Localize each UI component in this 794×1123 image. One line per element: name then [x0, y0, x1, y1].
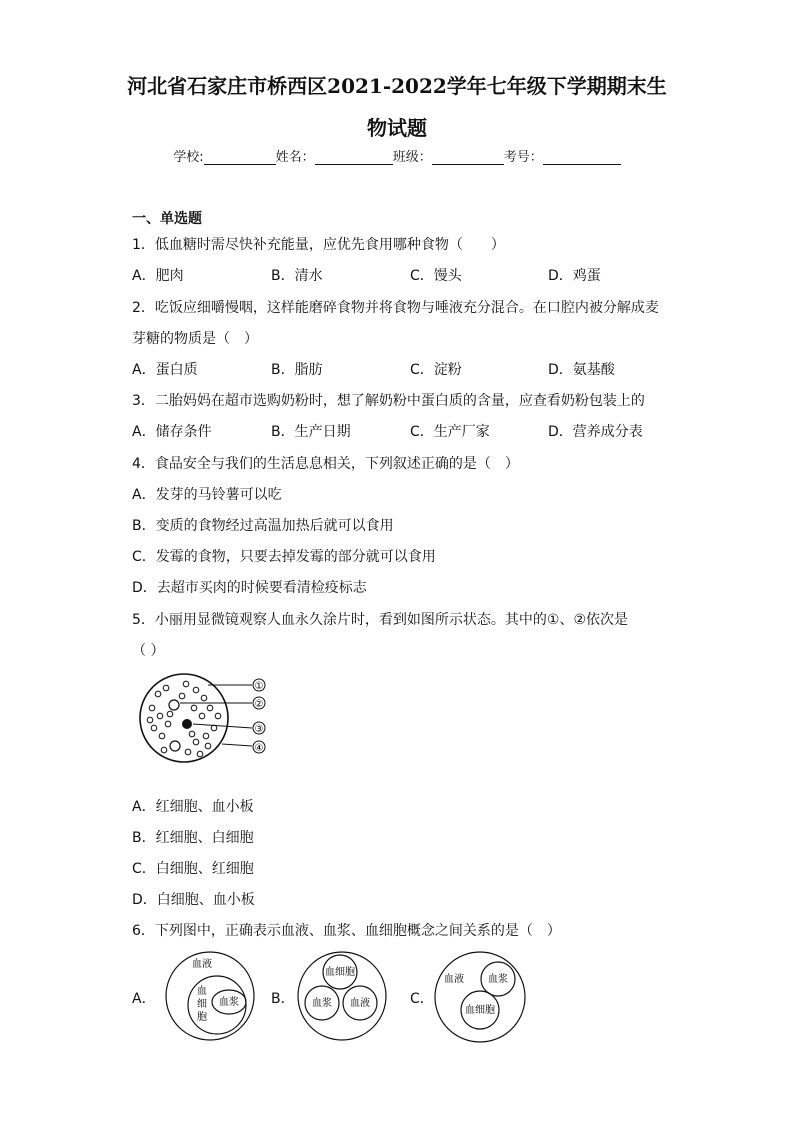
label-2: ② — [254, 699, 264, 710]
school-blank[interactable] — [204, 150, 276, 165]
q6-stem: 6．下列图中，正确表示血液、血浆、血细胞概念之间关系的是（ ） — [132, 923, 561, 939]
class-blank[interactable] — [432, 150, 504, 165]
q1-option-b[interactable]: B．清水 — [271, 268, 323, 284]
q6-option-a[interactable]: A． — [132, 991, 156, 1007]
exam-title-line2: 物试题 — [367, 116, 427, 140]
q2-option-a[interactable]: A．蛋白质 — [132, 362, 198, 378]
svg-text:血细胞: 血细胞 — [325, 967, 355, 978]
q2-option-d[interactable]: D．氨基酸 — [548, 362, 615, 378]
class-label: 班级： — [392, 150, 432, 165]
q4-option-b[interactable]: B．变质的食物经过高温加热后就可以食用 — [132, 518, 394, 534]
q5-option-c[interactable]: C．白细胞、红细胞 — [132, 861, 254, 877]
q6-diagram-b[interactable] — [294, 950, 390, 1042]
svg-text:血浆: 血浆 — [312, 998, 332, 1009]
svg-text:血液: 血液 — [192, 959, 212, 970]
school-label: 学校: — [173, 150, 204, 165]
q4-option-d[interactable]: D．去超市买肉的时候要看清检疫标志 — [132, 580, 367, 596]
q6-diagram-c[interactable] — [432, 950, 528, 1044]
q4-option-a[interactable]: A．发芽的马铃薯可以吃 — [132, 487, 282, 503]
name-blank[interactable] — [315, 150, 393, 165]
label-1: ① — [254, 681, 264, 692]
q3-option-d[interactable]: D．营养成分表 — [548, 424, 643, 440]
q4-stem: 4．食品安全与我们的生活息息相关，下列叙述正确的是（ ） — [132, 456, 519, 472]
q3-option-c[interactable]: C．生产厂家 — [410, 424, 490, 440]
q1-stem: 1．低血糖时需尽快补充能量，应优先食用哪种食物（ ） — [132, 237, 505, 253]
svg-text:胞: 胞 — [197, 1012, 207, 1023]
q5-option-b[interactable]: B．红细胞、白细胞 — [132, 830, 254, 846]
number-label: 考号： — [503, 150, 543, 165]
q4-option-c[interactable]: C．发霉的食物，只要去掉发霉的部分就可以食用 — [132, 549, 436, 565]
q5-stem-line1: 5．小丽用显微镜观察人血永久涂片时，看到如图所示状态。其中的①、②依次是 — [132, 612, 629, 628]
student-info-row — [0, 146, 794, 165]
q2-option-b[interactable]: B．脂肪 — [271, 362, 323, 378]
q6-option-b[interactable]: B． — [271, 991, 295, 1007]
q2-option-c[interactable]: C．淀粉 — [410, 362, 462, 378]
q1-option-a[interactable]: A．肥肉 — [132, 268, 184, 284]
q1-option-d[interactable]: D．鸡蛋 — [548, 268, 601, 284]
q1-option-c[interactable]: C．馒头 — [410, 268, 462, 284]
section-heading: 一、单选题 — [132, 211, 202, 227]
svg-text:细: 细 — [197, 999, 207, 1010]
number-blank[interactable] — [543, 150, 621, 165]
q6-diagram-a[interactable] — [160, 950, 260, 1042]
q2-stem-line2: 芽糖的物质是（ ） — [132, 331, 258, 347]
wbc-nucleus — [182, 719, 192, 729]
svg-text:血液: 血液 — [444, 974, 464, 985]
label-4: ④ — [254, 743, 264, 754]
svg-text:血细胞: 血细胞 — [465, 1005, 495, 1016]
svg-text:血浆: 血浆 — [488, 974, 508, 985]
q5-option-a[interactable]: A．红细胞、血小板 — [132, 799, 254, 815]
q3-option-b[interactable]: B．生产日期 — [271, 424, 351, 440]
q6-option-c[interactable]: C． — [410, 991, 434, 1007]
label-3: ③ — [254, 724, 264, 735]
blood-smear-figure — [138, 672, 273, 772]
name-label: 姓名： — [275, 150, 315, 165]
q3-option-a[interactable]: A．储存条件 — [132, 424, 212, 440]
q5-option-d[interactable]: D．白细胞、血小板 — [132, 892, 255, 908]
q5-stem-line2: （ ） — [132, 643, 165, 659]
q3-stem: 3．二胎妈妈在超市选购奶粉时，想了解奶粉中蛋白质的含量，应查看奶粉包装上的 — [132, 393, 645, 409]
svg-text:血浆: 血浆 — [219, 997, 239, 1008]
svg-text:血: 血 — [197, 986, 207, 997]
exam-title-line1: 河北省石家庄市桥西区2021-2022学年七年级下学期期末生 — [127, 74, 667, 98]
q2-stem-line1: 2．吃饭应细嚼慢咽，这样能磨碎食物并将食物与唾液充分混合。在口腔内被分解成麦 — [132, 300, 659, 316]
svg-text:血液: 血液 — [350, 998, 370, 1009]
